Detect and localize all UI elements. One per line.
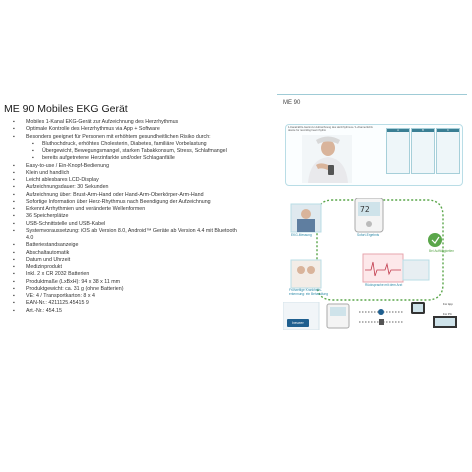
feature-item: ▪ Systemvoraussetzung: iOS ab Version 8.0, Android™ Geräte ab Version 4.4 mit Bluetooth [10, 228, 268, 235]
workflow-diagram [277, 198, 467, 306]
man-measuring-image [302, 135, 352, 183]
feature-item: ▪ Batteriestandsanzeige [10, 242, 268, 249]
feature-item: ▪ 36 Speicherplätze [10, 213, 268, 220]
feature-item: ▪ Aufzeichnungsdauer: 30 Sekunden [10, 184, 268, 191]
connectivity-graphic [283, 302, 465, 330]
label-doctor-consult: Rücksprache mit dem Arzt [365, 283, 403, 287]
feature-item: ▪ Produktgewicht: ca. 31 g (ohne Batterien) [10, 286, 268, 293]
feature-item: ▪ bereits aufgetretene Herzinfarkte und/oder Schlaganfälle [10, 155, 268, 162]
feature-item: ▪ Erkennt Arrhythmien und veränderte Wellenformen [10, 206, 268, 213]
divider [277, 94, 467, 95]
feature-item: ▪ VE: 4 / Transportkarton: 8 x 4 [10, 293, 268, 300]
feature-item: ▪ Medizinprodukt [10, 264, 268, 271]
feature-item: ▪ Easy-to-use / Ein-Knopf-Bedienung [10, 163, 268, 170]
label-ekg-measurement: EKG-Messung [291, 233, 312, 237]
feature-item: ▪ Besonders geeignet für Personen mit erhöhtem gesundheitlichen Risiko durch: [10, 134, 268, 141]
product-infographic [277, 88, 467, 330]
feature-item: ▪ Abschaltautomatik [10, 250, 268, 257]
feature-item: 4.0 [26, 235, 34, 241]
feature-item: ▪ Art.-Nr.: 454.15 [10, 308, 268, 315]
infographic-heading: ME 90 [283, 100, 301, 106]
method-lying: C [436, 128, 460, 174]
method-chest: A [386, 128, 410, 174]
feature-item: ▪ Datum und Uhrzeit [10, 257, 268, 264]
label-instant-result: Sofort-Ergebnis [357, 233, 380, 237]
label-for-pc: For PC [443, 312, 452, 316]
label-for-app: For App [443, 302, 453, 306]
usage-caption: 1-Kanal EKG-Gerät zur Aufzeichnung des Herzrhythmus / 1-channel ECG device for recording heart rhythm [288, 126, 373, 133]
feature-item: ▪ Inkl. 2 x CR 2032 Batterien [10, 271, 268, 278]
method-hand: B [411, 128, 435, 174]
feature-item: ▪ USB-Schnittstelle und USB-Kabel [10, 221, 268, 228]
feature-item: ▪ Mobiles 1-Kanal EKG-Gerät zur Aufzeichnung des Herzrhythmus [10, 119, 268, 126]
product-title: ME 90 Mobiles EKG Gerät [4, 103, 128, 115]
feature-item: ▪ EAN-Nr.: 4211125.45415 9 [10, 300, 268, 307]
feature-item: ▪ Klein und handlich [10, 170, 268, 177]
feature-item: ▪ Bluthochdruck, erhöhtes Cholesterin, Diabetes, familiäre Vorbelastung [10, 141, 268, 148]
feature-item: ▪ Optimale Kontrolle des Herzrhythmus via App + Software [10, 126, 268, 133]
label-irregularities: Bei Auffälligkeiten [429, 249, 455, 253]
feature-list [10, 119, 268, 315]
feature-item: ▪ Leicht ablesbares LCD-Display [10, 177, 268, 184]
beurer-logo: beurer [287, 319, 309, 327]
method-illustrations [386, 128, 460, 176]
feature-item: ▪ Aufzeichnung über: Brust-Arm-Hand oder Hand-Arm-Oberkörper-Arm-Hand [10, 192, 268, 199]
feature-item: ▪ Übergewicht, Bewegungsmangel, starken Tabakkonsum, Stress, Schlafmangel [10, 148, 268, 155]
usage-panel [285, 124, 463, 186]
feature-item: ▪ Sofortige Information über Herz-Rhythmus nach Beendigung der Aufzeichnung [10, 199, 268, 206]
label-early-detection: Frühzeitige Krankheits-erkennung: ein Behandlung [289, 288, 328, 296]
feature-item: ▪ Produktmaße (LxBxH): 94 x 38 x 11 mm [10, 279, 268, 286]
svg-text:72: 72 [360, 205, 370, 214]
connectivity-strip [283, 302, 465, 330]
